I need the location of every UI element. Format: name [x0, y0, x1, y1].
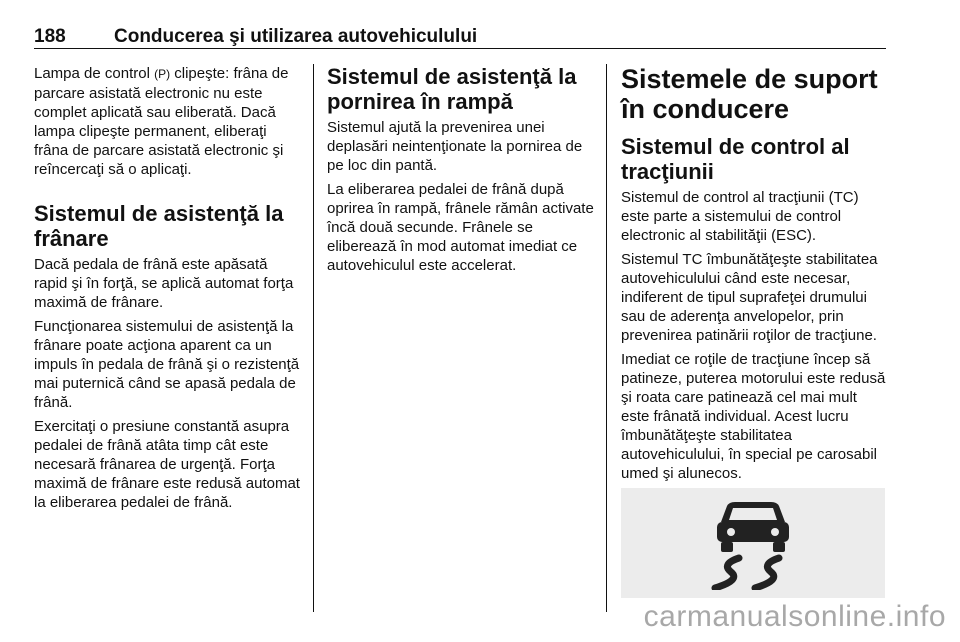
column-1 [34, 64, 300, 517]
traction-control-icon [703, 498, 803, 590]
traction-control-paragraph-3: Imediat ce roţile de tracţiune încep să patineze, puterea motorului este redusă şi roata care patinează cel mai mult este frânată individual. Acest lucru îmbunătăţeşte stabilitatea autovehiculului, în special pe carosabil umed şi alunecos. [621, 351, 886, 482]
brake-assist-heading: Sistemul de asistenţă la frânare [34, 201, 284, 251]
column-2 [327, 64, 595, 280]
page-header [34, 24, 886, 49]
traction-control-figure [621, 488, 885, 598]
brake-assist-paragraph-3: Exercitaţi o presiune constantă asupra pedalei de frână atâta timp cât este necesară frânarea de urgenţă. Forţa maximă de frânare este redusă automat la eliberarea pedalei de frână. [34, 418, 300, 511]
hill-start-heading: Sistemul de asistenţă la pornirea în rampă [327, 64, 577, 114]
column-divider-2 [606, 64, 607, 612]
hill-start-paragraph-1: Sistemul ajută la prevenirea unei deplasări neintenţionate la pornirea de pe loc din pantă. [327, 119, 583, 174]
running-title: Conducerea şi utilizarea autovehiculului [114, 26, 478, 47]
page-number: 188 [34, 26, 66, 47]
column-divider-1 [313, 64, 314, 612]
driving-support-heading: Sistemele de suport în conducere [621, 64, 878, 124]
intro-paragraph: Lampa de control (P) clipeşte: frâna de parcare asistată electronic nu este complet aplicată sau eliberată. Dacă lampa clipeşte permanent, eliberaţi frâna de parcare asistată electronic şi reîncercaţi să o aplicaţi. [34, 65, 289, 178]
traction-control-paragraph-2: Sistemul TC îmbunătăţeşte stabilitatea autovehiculului când este necesar, indiferent de tipul suprafeţei drumului sau de aderenţa anvelopelor, prin prevenirea patinării roţilor de tracţiune. [621, 251, 878, 344]
hill-start-paragraph-2: La eliberarea pedalei de frână după oprirea în rampă, frânele rămân activate încă două secunde. Frânele se eliberează în mod automat imediat ce autovehiculul este accelerat. [327, 181, 594, 274]
brake-assist-paragraph-2: Funcţionarea sistemului de asistenţă la frânare poate acţiona aparent ca un impuls în pedala de frână şi o rezistenţă mai puternică când se apasă pedala de frână. [34, 318, 300, 411]
watermark: carmanualsonline.info [643, 600, 946, 633]
traction-control-heading: Sistemul de control al tracţiunii [621, 134, 850, 184]
traction-control-paragraph-1: Sistemul de control al tracţiunii (TC) este parte a sistemului de control electronic al stabilităţii (ESC). [621, 189, 859, 244]
column-3 [621, 64, 887, 488]
brake-assist-lamp-icon: (P) [154, 67, 171, 81]
brake-assist-paragraph-1: Dacă pedala de frână este apăsată rapid şi în forţă, se aplică automat forţa maximă de frânare. [34, 256, 294, 311]
